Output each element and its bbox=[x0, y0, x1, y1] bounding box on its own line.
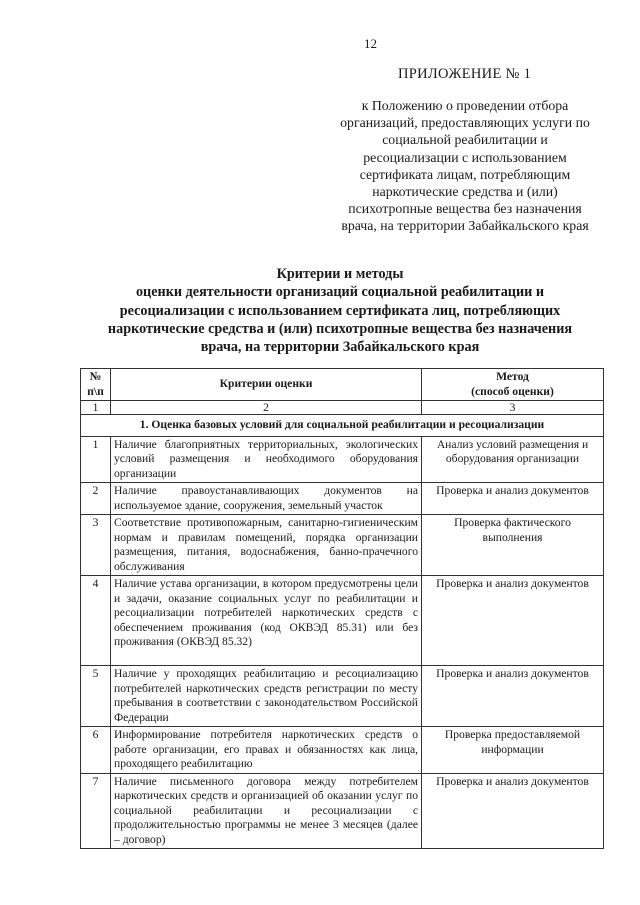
row-criterion: Наличие письменного договора между потребителем наркотических средств и организацией об оказании услуг по социальной реабилитации и ресоциализации с продолжительностью программы не менее 3 месяцев (далее – договор) bbox=[111, 773, 422, 849]
header-method-line2: (способ оценки) bbox=[471, 384, 554, 398]
row-criterion: Наличие благоприятных территориальных, экологических условий размещения и необходимого оборудования организации bbox=[111, 436, 422, 483]
header-num-line2: п\п bbox=[87, 384, 104, 398]
criteria-table bbox=[80, 368, 604, 849]
section-title: 1. Оценка базовых условий для социальной реабилитации и ресоциализации bbox=[81, 415, 604, 437]
table-row bbox=[81, 436, 604, 483]
column-number-row bbox=[81, 401, 604, 415]
column-number: 1 bbox=[81, 401, 111, 415]
header-num bbox=[81, 369, 111, 401]
row-method: Проверка и анализ документов bbox=[422, 773, 604, 849]
table-row bbox=[81, 515, 604, 576]
appendix-line: врача, на территории Забайкальского края bbox=[341, 218, 589, 234]
row-method: Проверка предоставляемой информации bbox=[422, 727, 604, 774]
section-row bbox=[81, 415, 604, 437]
table-row bbox=[81, 727, 604, 774]
row-method: Проверка и анализ документов bbox=[422, 576, 604, 666]
header-method bbox=[422, 369, 604, 401]
heading-line: наркотические средства и (или) психотропные вещества без назначения bbox=[107, 320, 573, 337]
table-row bbox=[81, 773, 604, 849]
appendix-description bbox=[322, 97, 608, 235]
row-criterion: Наличие устава организации, в котором предусмотрены цели и задачи, оказание социальных услуг по реабилитации и ресоциализации потребителей наркотических средств с обеспечением проживания (код ОКВЭД 85.31) или без проживания (ОКВЭД 85.32) bbox=[111, 576, 422, 666]
column-number: 2 bbox=[111, 401, 422, 415]
row-number: 2 bbox=[81, 483, 111, 515]
row-number: 7 bbox=[81, 773, 111, 849]
row-criterion: Соответствие противопожарным, санитарно-гигиеническим нормам и правилам помещений, порядка организации размещения, питания, водоснабжения, банно-прачечного обслуживания bbox=[111, 515, 422, 576]
heading-line: оценки деятельности организаций социальной реабилитации и bbox=[135, 284, 545, 301]
row-method: Проверка фактического выполнения bbox=[422, 515, 604, 576]
row-number: 5 bbox=[81, 666, 111, 727]
row-number: 6 bbox=[81, 727, 111, 774]
appendix-line: сертификата лицам, потребляющим bbox=[359, 166, 571, 182]
column-number: 3 bbox=[422, 401, 604, 415]
appendix-line: к Положению о проведении отбора bbox=[361, 98, 569, 113]
heading-line: врача, на территории Забайкальского края bbox=[200, 339, 480, 356]
row-criterion: Наличие правоустанавливающих документов на используемое здание, сооружения, земельный участок bbox=[111, 483, 422, 515]
row-method: Проверка и анализ документов bbox=[422, 483, 604, 515]
appendix-line: организаций, предоставляющих услуги по bbox=[340, 115, 590, 131]
table-row bbox=[81, 666, 604, 727]
appendix-line: ресоциализации с использованием bbox=[363, 149, 567, 165]
header-criteria: Критерии оценки bbox=[111, 369, 422, 401]
appendix-line: психотропные вещества без назначения bbox=[348, 201, 582, 217]
page-number: 12 bbox=[364, 36, 377, 51]
row-criterion: Информирование потребителя наркотических средств о работе организации, его правах и обязанностях как лица, проходящего реабилитацию bbox=[111, 727, 422, 774]
heading-line: Критерии и методы bbox=[276, 266, 404, 282]
table-header-row bbox=[81, 369, 604, 401]
appendix-line: социальной реабилитации и bbox=[382, 132, 548, 148]
row-number: 4 bbox=[81, 576, 111, 666]
row-number: 3 bbox=[81, 515, 111, 576]
row-method: Анализ условий размещения и оборудования организации bbox=[422, 436, 604, 483]
header-method-line1: Метод bbox=[496, 370, 529, 383]
criteria-heading bbox=[80, 265, 600, 356]
row-criterion: Наличие у проходящих реабилитацию и ресоциализацию потребителей наркотических средств регистрации по месту пребывания в соответствии с законодательством Российской Федерации bbox=[111, 666, 422, 727]
table-row bbox=[81, 483, 604, 515]
heading-line: ресоциализации с использованием сертификата лиц, потребляющих bbox=[119, 302, 561, 319]
appendix-line: наркотические средства и (или) bbox=[372, 184, 558, 200]
row-method: Проверка и анализ документов bbox=[422, 666, 604, 727]
appendix-title: ПРИЛОЖЕНИЕ № 1 bbox=[398, 66, 532, 82]
table-row bbox=[81, 576, 604, 666]
header-num-line1: № bbox=[89, 370, 102, 383]
row-number: 1 bbox=[81, 436, 111, 483]
